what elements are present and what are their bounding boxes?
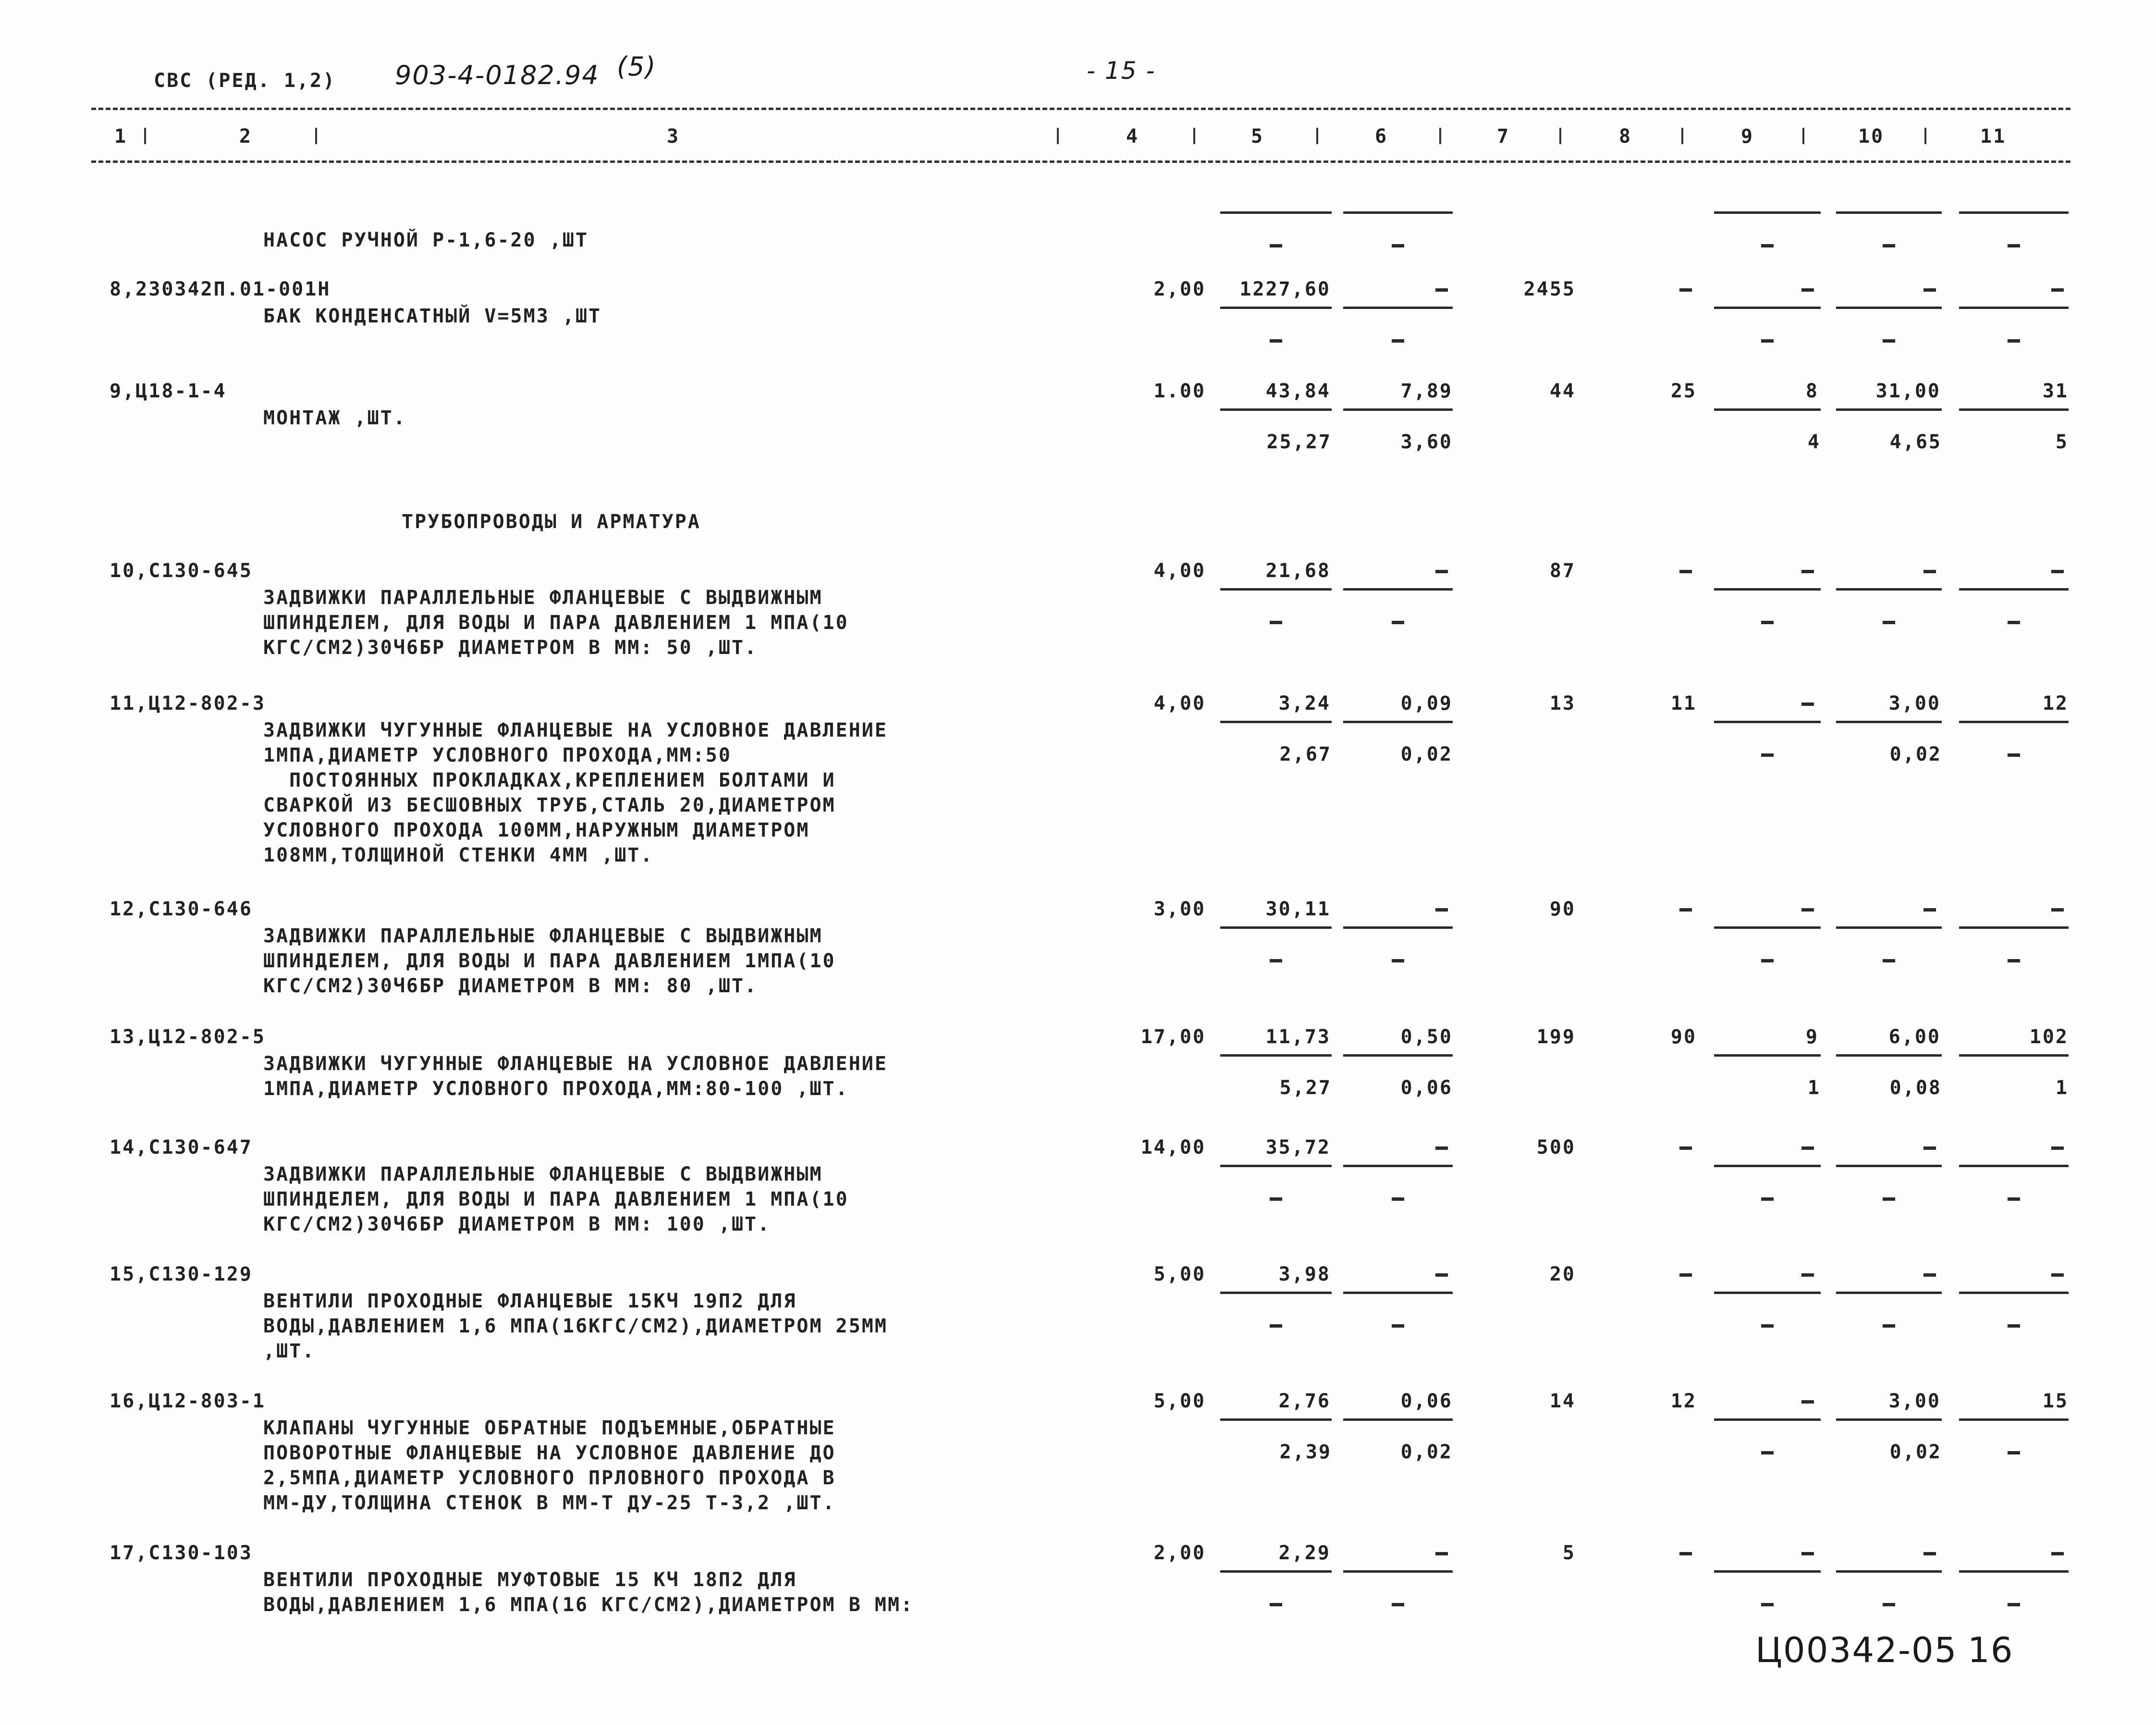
- cell-c4: 1.00: [1153, 380, 1206, 402]
- dash-mark-c9: [1801, 908, 1814, 912]
- dash-mark-c5-lower: [1270, 959, 1282, 962]
- item-description-line: 1МПА,ДИАМЕТР УСЛОВНОГО ПРОХОДА,ММ:50: [263, 744, 732, 766]
- cell-c4: 4,00: [1153, 692, 1206, 715]
- fraction-line-c10: [1836, 408, 1942, 411]
- cell-c11: 102: [2029, 1026, 2069, 1048]
- cell-c5: 2,76: [1278, 1390, 1331, 1412]
- dash-mark-c10: [1923, 288, 1936, 292]
- item-description-line: ШПИНДЕЛЕМ, ДЛЯ ВОДЫ И ПАРА ДАВЛЕНИЕМ 1МПА(10: [263, 950, 836, 972]
- column-divider: [1681, 128, 1683, 144]
- dash-mark-c5-lower: [1270, 1603, 1282, 1606]
- column-header-10: 10: [1858, 125, 1885, 148]
- cell-c10: 3,00: [1888, 692, 1941, 715]
- dash-mark-c6-lower: [1392, 1603, 1404, 1606]
- cell-c9-lower: 4: [1807, 431, 1821, 453]
- cell-c4: 4,00: [1153, 560, 1206, 582]
- page-number: - 15 -: [1087, 57, 1156, 85]
- dash-mark-c11: [2051, 1146, 2064, 1150]
- dash-mark-c11-lower: [2008, 621, 2020, 624]
- fraction-line-c11: [1959, 721, 2069, 723]
- cell-c5-lower: 5,27: [1279, 1077, 1332, 1099]
- cell-c4: 5,00: [1153, 1390, 1206, 1412]
- cell-c4: 14,00: [1140, 1136, 1206, 1158]
- dash-mark-c8: [1679, 1552, 1692, 1555]
- dash-mark-c9-lower: [1761, 1603, 1774, 1606]
- cell-c5-lower: 25,27: [1266, 431, 1332, 453]
- dash-mark-c10: [1923, 908, 1936, 912]
- dash-mark-c10-lower: [1883, 959, 1895, 962]
- item-description-line: КГС/СМ2)30Ч6БР ДИАМЕТРОМ В ММ: 100 ,ШТ.: [263, 1213, 771, 1235]
- dash-mark-c9: [1801, 570, 1814, 573]
- fraction-line-c5: [1220, 1292, 1332, 1294]
- fraction-line-c9: [1714, 1054, 1821, 1057]
- fraction-line-c10: [1836, 1165, 1942, 1167]
- fraction-line-c10: [1836, 1570, 1942, 1573]
- cell-c5-lower: 2,39: [1279, 1441, 1332, 1463]
- cell-c5: 3,98: [1278, 1263, 1331, 1285]
- item-description-line: КЛАПАНЫ ЧУГУННЫЕ ОБРАТНЫЕ ПОДЪЕМНЫЕ,ОБРАТНЫЕ: [263, 1417, 836, 1439]
- item-description-line: ЗАДВИЖКИ ЧУГУННЫЕ ФЛАНЦЕВЫЕ НА УСЛОВНОЕ ДАВЛЕНИЕ: [263, 1053, 888, 1075]
- item-description-line: НАСОС РУЧНОЙ Р-1,6-20 ,ШТ: [263, 229, 589, 251]
- cell-c5: 21,68: [1265, 560, 1331, 582]
- cell-c11: 15: [2042, 1390, 2069, 1412]
- column-header-8: 8: [1619, 125, 1632, 148]
- fraction-line-c9: [1714, 307, 1821, 309]
- fraction-line-c6: [1343, 211, 1453, 214]
- cell-c9: 8: [1805, 380, 1819, 402]
- item-code: 14,С130-647: [110, 1136, 253, 1158]
- dash-mark-c10-lower: [1883, 1197, 1895, 1201]
- fraction-line-c11: [1959, 926, 2069, 929]
- fraction-line-c5: [1220, 408, 1332, 411]
- dash-mark-c6-lower: [1392, 244, 1404, 247]
- dash-mark-c6-lower: [1392, 959, 1404, 962]
- column-header-11: 11: [1980, 125, 2007, 148]
- cell-c11: 31: [2042, 380, 2069, 402]
- dash-mark-c5-lower: [1270, 1324, 1282, 1328]
- fraction-line-c5: [1220, 926, 1332, 929]
- dash-mark-c9-lower: [1761, 339, 1774, 343]
- item-description-line: КГС/СМ2)30Ч6БР ДИАМЕТРОМ В ММ: 50 ,ШТ.: [263, 637, 758, 659]
- column-header-4: 4: [1126, 125, 1139, 148]
- item-description-line: ЗАДВИЖКИ ПАРАЛЛЕЛЬНЫЕ ФЛАНЦЕВЫЕ С ВЫДВИЖНЫМ: [263, 587, 823, 609]
- item-description-line: БАК КОНДЕНСАТНЫЙ V=5М3 ,ШТ: [263, 305, 602, 327]
- dash-mark-c6-lower: [1392, 621, 1404, 624]
- fraction-line-c6: [1343, 1570, 1453, 1573]
- cell-c10-lower: 0,02: [1889, 743, 1942, 765]
- column-divider: [1316, 128, 1318, 144]
- cell-c6-lower: 0,02: [1400, 1441, 1453, 1463]
- fraction-line-c11: [1959, 1165, 2069, 1167]
- item-description-line: ПОВОРОТНЫЕ ФЛАНЦЕВЫЕ НА УСЛОВНОЕ ДАВЛЕНИЕ ДО: [263, 1442, 836, 1464]
- item-description-line: ВОДЫ,ДАВЛЕНИЕМ 1,6 МПА(16 КГС/СМ2),ДИАМЕТРОМ В ММ:: [263, 1594, 914, 1616]
- fraction-line-c10: [1836, 1418, 1942, 1421]
- fraction-line-c9: [1714, 1418, 1821, 1421]
- item-description-line: ЗАДВИЖКИ ЧУГУННЫЕ ФЛАНЦЕВЫЕ НА УСЛОВНОЕ ДАВЛЕНИЕ: [263, 719, 888, 741]
- dash-mark-c10: [1923, 1273, 1936, 1277]
- dash-mark-c9-lower: [1761, 959, 1774, 962]
- cell-c5: 2,29: [1278, 1542, 1331, 1564]
- cell-c5: 1227,60: [1239, 278, 1331, 300]
- dash-mark-c9: [1801, 1146, 1814, 1150]
- cell-c10: 31,00: [1875, 380, 1941, 402]
- dash-mark-c8: [1679, 908, 1692, 912]
- fraction-line-c11: [1959, 588, 2069, 591]
- cell-c6: 7,89: [1400, 380, 1453, 402]
- item-description-line: УСЛОВНОГО ПРОХОДА 100ММ,НАРУЖНЫМ ДИАМЕТРОМ: [263, 819, 810, 841]
- item-code: 15,С130-129: [110, 1263, 253, 1285]
- document-ref: СВС (РЕД. 1,2): [154, 70, 336, 92]
- cell-c7: 20: [1549, 1263, 1576, 1285]
- fraction-line-c9: [1714, 721, 1821, 723]
- dash-mark-c11-lower: [2008, 339, 2020, 343]
- dash-mark-c11-lower: [2008, 1197, 2020, 1201]
- dash-mark-c10-lower: [1883, 1324, 1895, 1328]
- dash-mark-c11: [2051, 1552, 2064, 1555]
- item-description-line: ЗАДВИЖКИ ПАРАЛЛЕЛЬНЫЕ ФЛАНЦЕВЫЕ С ВЫДВИЖНЫМ: [263, 1163, 823, 1185]
- dash-mark-c9: [1801, 288, 1814, 292]
- item-description-line: ВОДЫ,ДАВЛЕНИЕМ 1,6 МПА(16КГС/СМ2),ДИАМЕТРОМ 25ММ: [263, 1315, 888, 1337]
- dash-mark-c11: [2051, 1273, 2064, 1277]
- fraction-line-c6: [1343, 926, 1453, 929]
- fraction-line-c6: [1343, 1165, 1453, 1167]
- fraction-line-c11: [1959, 1570, 2069, 1573]
- fraction-line-c6: [1343, 408, 1453, 411]
- cell-c6-lower: 0,02: [1400, 743, 1453, 765]
- fraction-line-c9: [1714, 1165, 1821, 1167]
- fraction-line-c5: [1220, 588, 1332, 591]
- document-number: 903-4-0182.94: [395, 60, 600, 90]
- cell-c7: 14: [1549, 1390, 1576, 1412]
- dash-mark-c11: [2051, 908, 2064, 912]
- dash-mark-c10-lower: [1883, 1603, 1895, 1606]
- document-part: (5): [617, 51, 657, 82]
- archive-stamp: Ц00342-05: [1755, 1630, 1958, 1670]
- item-description-line: ВЕНТИЛИ ПРОХОДНЫЕ ФЛАНЦЕВЫЕ 15КЧ 19П2 ДЛЯ: [263, 1290, 797, 1312]
- item-description-line: МОНТАЖ ,ШТ.: [263, 407, 406, 429]
- cell-c6: 0,50: [1400, 1026, 1453, 1048]
- dash-mark-c11-lower: [2008, 1451, 2020, 1454]
- cell-c11: 12: [2042, 692, 2069, 715]
- column-divider: [1559, 128, 1561, 144]
- item-description-line: ММ-ДУ,ТОЛЩИНА СТЕНОК В ММ-Т ДУ-25 Т-3,2 ,ШТ.: [263, 1492, 836, 1514]
- cell-c10-lower: 0,02: [1889, 1441, 1942, 1463]
- fraction-line-c11: [1959, 211, 2069, 214]
- cell-c5: 43,84: [1265, 380, 1331, 402]
- item-code: 16,Ц12-803-1: [110, 1390, 266, 1412]
- fraction-line-c9: [1714, 926, 1821, 929]
- dash-mark-c11-lower: [2008, 1603, 2020, 1606]
- cell-c4: 17,00: [1140, 1026, 1206, 1048]
- cell-c5: 3,24: [1278, 692, 1331, 715]
- fraction-line-c11: [1959, 307, 2069, 309]
- dash-mark-c9: [1801, 1552, 1814, 1555]
- dash-mark-c6-lower: [1392, 339, 1404, 343]
- item-description-line: 2,5МПА,ДИАМЕТР УСЛОВНОГО ПРЛОВНОГО ПРОХОДА В: [263, 1467, 836, 1489]
- dash-mark-c10: [1923, 1146, 1936, 1150]
- column-divider: [1802, 128, 1804, 144]
- dash-mark-c10-lower: [1883, 244, 1895, 247]
- fraction-line-c5: [1220, 721, 1332, 723]
- dash-mark-c8: [1679, 1146, 1692, 1150]
- column-header-3: 3: [667, 125, 680, 148]
- cell-c5-lower: 2,67: [1279, 743, 1332, 765]
- fraction-line-c11: [1959, 1054, 2069, 1057]
- dash-mark-c11-lower: [2008, 753, 2020, 757]
- cell-c9: 9: [1805, 1026, 1819, 1048]
- item-description-line: ШПИНДЕЛЕМ, ДЛЯ ВОДЫ И ПАРА ДАВЛЕНИЕМ 1 МПА(10: [263, 612, 849, 634]
- dash-mark-c8: [1679, 288, 1692, 292]
- cell-c7: 2455: [1523, 278, 1576, 300]
- cell-c6-lower: 0,06: [1400, 1077, 1453, 1099]
- dash-mark-c9-lower: [1761, 1451, 1774, 1454]
- dash-mark-c5-lower: [1270, 244, 1282, 247]
- dash-mark-c5-lower: [1270, 621, 1282, 624]
- dash-mark-c6-lower: [1392, 1197, 1404, 1201]
- fraction-line-c5: [1220, 1054, 1332, 1057]
- cell-c5: 11,73: [1265, 1026, 1331, 1048]
- cell-c11-lower: 1: [2055, 1077, 2069, 1099]
- dash-mark-c9: [1801, 1273, 1814, 1277]
- cell-c7: 13: [1549, 692, 1576, 715]
- cell-c11-lower: 5: [2055, 431, 2069, 453]
- fraction-line-c5: [1220, 1165, 1332, 1167]
- cell-c4: 3,00: [1153, 898, 1206, 920]
- cell-c8: 11: [1670, 692, 1697, 715]
- fraction-line-c6: [1343, 1418, 1453, 1421]
- cell-c8: 90: [1670, 1026, 1697, 1048]
- fraction-line-c10: [1836, 211, 1942, 214]
- item-code: 10,С130-645: [110, 560, 253, 582]
- dash-mark-c8: [1679, 570, 1692, 573]
- item-code: 11,Ц12-802-3: [110, 692, 266, 715]
- dash-mark-c5-lower: [1270, 1197, 1282, 1201]
- fraction-line-c10: [1836, 1054, 1942, 1057]
- column-divider: [315, 128, 317, 144]
- column-header-2: 2: [239, 125, 253, 148]
- fraction-line-c5: [1220, 1418, 1332, 1421]
- dash-mark-c9-lower: [1761, 621, 1774, 624]
- column-header-7: 7: [1497, 125, 1510, 148]
- cell-c4: 2,00: [1153, 1542, 1206, 1564]
- column-header-5: 5: [1251, 125, 1264, 148]
- cell-c7: 500: [1536, 1136, 1576, 1158]
- dash-mark-c9-lower: [1761, 753, 1774, 757]
- item-description-line: ВЕНТИЛИ ПРОХОДНЫЕ МУФТОВЫЕ 15 КЧ 18П2 ДЛЯ: [263, 1569, 797, 1591]
- dash-mark-c9-lower: [1761, 244, 1774, 247]
- item-description-line: ПОСТОЯННЫХ ПРОКЛАДКАХ,КРЕПЛЕНИЕМ БОЛТАМИ И: [263, 769, 836, 791]
- fraction-line-c9: [1714, 1570, 1821, 1573]
- fraction-line-c6: [1343, 1054, 1453, 1057]
- cell-c10-lower: 4,65: [1889, 431, 1942, 453]
- fraction-line-c11: [1959, 1418, 2069, 1421]
- header-rule-top: [91, 108, 2070, 110]
- dash-mark-c5-lower: [1270, 339, 1282, 343]
- cell-c5: 30,11: [1265, 898, 1331, 920]
- fraction-line-c6: [1343, 721, 1453, 723]
- item-code: 13,Ц12-802-5: [110, 1026, 266, 1048]
- item-code: 12,С130-646: [110, 898, 253, 920]
- fraction-line-c10: [1836, 307, 1942, 309]
- fraction-line-c6: [1343, 588, 1453, 591]
- cell-c10: 6,00: [1888, 1026, 1941, 1048]
- header-rule-bottom: [91, 160, 2070, 163]
- fraction-line-c10: [1836, 926, 1942, 929]
- dash-mark-c11-lower: [2008, 1324, 2020, 1328]
- column-header-9: 9: [1741, 125, 1754, 148]
- fraction-line-c6: [1343, 307, 1453, 309]
- cell-c4: 2,00: [1153, 278, 1206, 300]
- dash-mark-c11: [2051, 288, 2064, 292]
- dash-mark-c11: [2051, 570, 2064, 573]
- cell-c7: 87: [1549, 560, 1576, 582]
- cell-c7: 5: [1562, 1542, 1576, 1564]
- cell-c9-lower: 1: [1807, 1077, 1821, 1099]
- dash-mark-c8: [1679, 1273, 1692, 1277]
- dash-mark-c10-lower: [1883, 339, 1895, 343]
- item-description-line: 108ММ,ТОЛЩИНОЙ СТЕНКИ 4ММ ,ШТ.: [263, 844, 654, 866]
- dash-mark-c11-lower: [2008, 244, 2020, 247]
- column-divider: [144, 128, 146, 144]
- item-description-line: ЗАДВИЖКИ ПАРАЛЛЕЛЬНЫЕ ФЛАНЦЕВЫЕ С ВЫДВИЖНЫМ: [263, 925, 823, 947]
- dash-mark-c9-lower: [1761, 1197, 1774, 1201]
- cell-c7: 44: [1549, 380, 1576, 402]
- dash-mark-c10: [1923, 1552, 1936, 1555]
- item-description-line: ШПИНДЕЛЕМ, ДЛЯ ВОДЫ И ПАРА ДАВЛЕНИЕМ 1 МПА(10: [263, 1188, 849, 1210]
- dash-mark-c10-lower: [1883, 621, 1895, 624]
- item-code: 9,Ц18-1-4: [110, 380, 227, 402]
- column-divider: [1439, 128, 1441, 144]
- fraction-line-c5: [1220, 1570, 1332, 1573]
- column-divider: [1057, 128, 1059, 144]
- fraction-line-c9: [1714, 211, 1821, 214]
- fraction-line-c10: [1836, 1292, 1942, 1294]
- column-divider: [1924, 128, 1926, 144]
- cell-c6: 0,09: [1400, 692, 1453, 715]
- cell-c7: 90: [1549, 898, 1576, 920]
- item-code: 17,С130-103: [110, 1542, 253, 1564]
- column-header-6: 6: [1375, 125, 1388, 148]
- fraction-line-c9: [1714, 1292, 1821, 1294]
- fraction-line-c5: [1220, 211, 1332, 214]
- fraction-line-c11: [1959, 408, 2069, 411]
- fraction-line-c5: [1220, 307, 1332, 309]
- cell-c7: 199: [1536, 1026, 1576, 1048]
- cell-c4: 5,00: [1153, 1263, 1206, 1285]
- item-description-line: КГС/СМ2)30Ч6БР ДИАМЕТРОМ В ММ: 80 ,ШТ.: [263, 975, 758, 997]
- item-description-line: СВАРКОЙ ИЗ БЕСШОВНЫХ ТРУБ,СТАЛЬ 20,ДИАМЕТРОМ: [263, 794, 836, 816]
- item-description-line: ,ШТ.: [263, 1340, 316, 1362]
- column-divider: [1193, 128, 1195, 144]
- fraction-line-c6: [1343, 1292, 1453, 1294]
- cell-c6: 0,06: [1400, 1390, 1453, 1412]
- item-code: 8,230342П.01-001Н: [110, 278, 331, 300]
- dash-mark-c10: [1923, 570, 1936, 573]
- cell-c6-lower: 3,60: [1400, 431, 1453, 453]
- dash-mark-c6-lower: [1392, 1324, 1404, 1328]
- cell-c8: 12: [1670, 1390, 1697, 1412]
- cell-c10: 3,00: [1888, 1390, 1941, 1412]
- fraction-line-c9: [1714, 588, 1821, 591]
- fraction-line-c9: [1714, 408, 1821, 411]
- section-title: ТРУБОПРОВОДЫ И АРМАТУРА: [402, 511, 701, 533]
- fraction-line-c11: [1959, 1292, 2069, 1294]
- dash-mark-c9-lower: [1761, 1324, 1774, 1328]
- cell-c10-lower: 0,08: [1889, 1077, 1942, 1099]
- fraction-line-c10: [1836, 588, 1942, 591]
- cell-c5: 35,72: [1265, 1136, 1331, 1158]
- fraction-line-c10: [1836, 721, 1942, 723]
- item-description-line: 1МПА,ДИАМЕТР УСЛОВНОГО ПРОХОДА,ММ:80-100 ,ШТ.: [263, 1078, 849, 1100]
- column-header-1: 1: [114, 125, 128, 148]
- cell-c8: 25: [1670, 380, 1697, 402]
- dash-mark-c11-lower: [2008, 959, 2020, 962]
- sheet-number: 16: [1968, 1630, 2014, 1670]
